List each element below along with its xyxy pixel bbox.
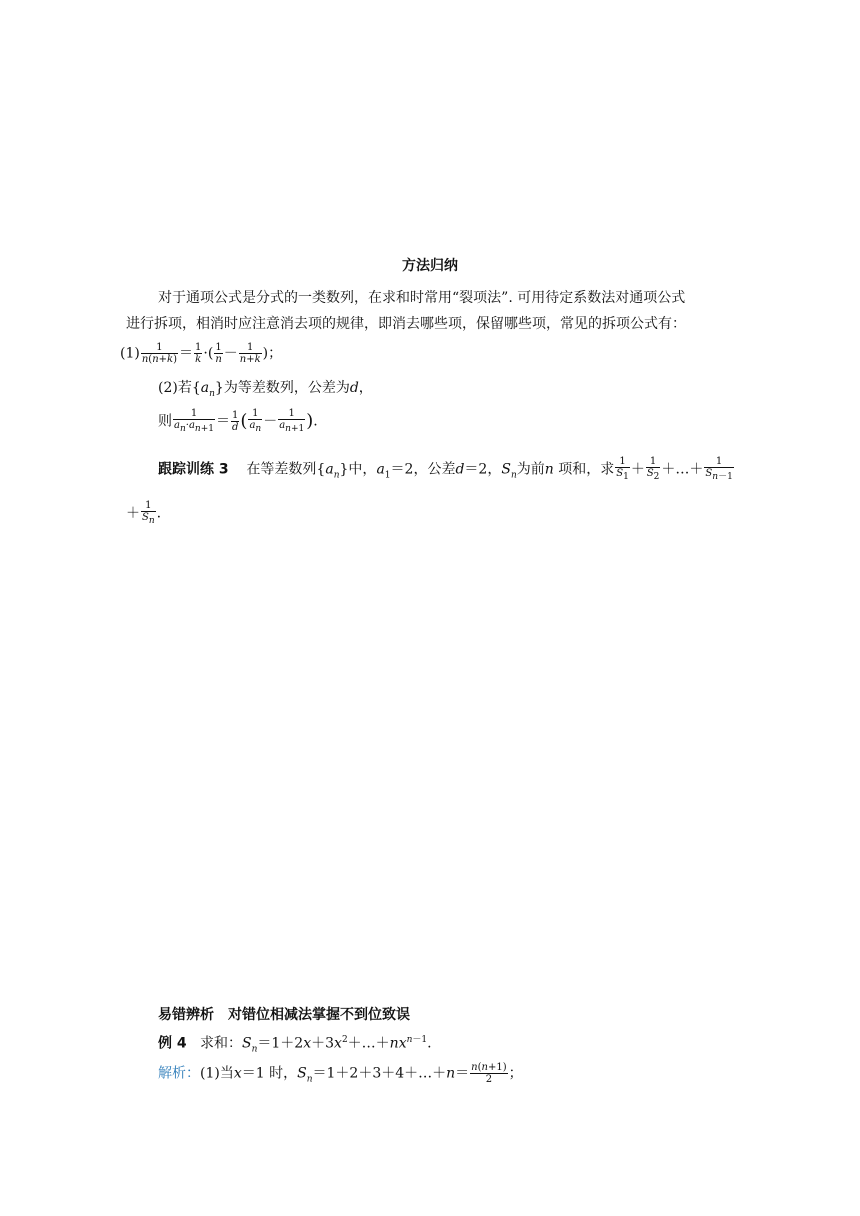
solution: 解析：(1)当x＝1 时，$S_n=1+2+3+4+\dots+n=$ $\frac{n(n+1)}{2}$ ； xyxy=(158,1062,523,1085)
fraction: $\frac{1}{a_n\cdot a_{n+1}}$ xyxy=(174,408,214,434)
fraction: $\frac{1}{S_1}$ xyxy=(616,456,629,482)
formula-2: (2)若$\{a_n\}$为等差数列，公差为d， xyxy=(158,380,373,399)
fraction: $\frac{1}{S_2}$ xyxy=(646,456,660,482)
exercise-3: 跟踪训练 3 在等差数列$\{a_n\}$中，$a_1=2$，公差d＝2，$S_n$为前n 项和，求 $\frac{1}{S_1}$ ＋ $\frac{1}{S_2}$ ＋…＋ $\frac{1}{S_{n-1}}$ xyxy=(158,456,733,482)
formula-1: (1) $\frac{1}{n(n+k)}$ ＝ $\frac{1}{k}$ ·( $\frac{1}{n}$ － $\frac{1}{n+k}$ )； xyxy=(120,342,283,365)
fraction: $\frac{1}{a_{n+1}}$ xyxy=(279,408,305,434)
fraction: $\frac{1}{n(n+k)}$ xyxy=(141,342,178,365)
exercise-3-continuation: ＋ $\frac{1}{S_n}$ . xyxy=(126,500,162,526)
error-heading: 易错辨析 对错位相减法掌握不到位致误 xyxy=(158,1007,410,1023)
fraction: $\frac{1}{n+k}$ xyxy=(239,342,261,365)
fraction: $\frac{1}{a_n}$ xyxy=(249,408,262,434)
example-4: 例 4 求和：$S_n=1+2x+3x^2+\dots+nx^{n-1}$. xyxy=(158,1035,432,1055)
fraction: $\frac{1}{S_n}$ xyxy=(142,500,155,526)
method-paragraph-line-2: 进行拆项，相消时应注意消去项的规律，即消去哪些项，保留哪些项，常见的拆项公式有： xyxy=(126,316,686,332)
method-heading: 方法归纳 xyxy=(402,258,458,274)
method-paragraph-line-1: 对于通项公式是分式的一类数列，在求和时常用“裂项法”. 可用待定系数法对通项公式 xyxy=(158,290,686,306)
fraction: $\frac{n(n+1)}{2}$ xyxy=(471,1062,507,1085)
fraction: $\frac{1}{k}$ xyxy=(195,342,202,365)
formula-3: 则 $\frac{1}{a_n\cdot a_{n+1}}$ ＝ $\frac{1}{d}$ ( $\frac{1}{a_n}$ － $\frac{1}{a_{n+1}}$ ). xyxy=(158,408,318,434)
fraction: $\frac{1}{n}$ xyxy=(215,342,222,365)
fraction: $\frac{1}{S_{n-1}}$ xyxy=(705,456,733,482)
solution-label: 解析： xyxy=(158,1065,200,1082)
fraction: $\frac{1}{d}$ xyxy=(232,410,239,433)
